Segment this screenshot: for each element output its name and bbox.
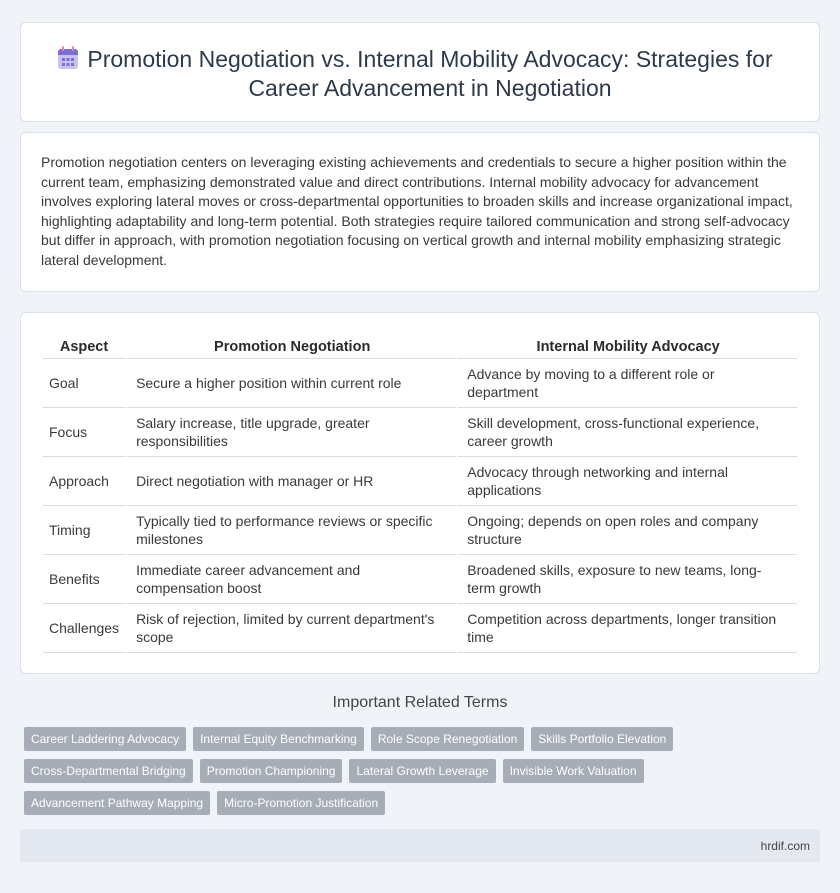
table-row	[43, 506, 797, 555]
cell-promotion: Direct negotiation with manager or HR	[125, 457, 456, 506]
cell-aspect: Approach	[43, 457, 125, 506]
table-header-row	[43, 335, 797, 359]
cell-aspect: Timing	[43, 506, 125, 555]
page-title: Promotion Negotiation vs. Internal Mobility Advocacy: Strategies for Career Advancement in Negotiation	[87, 46, 773, 101]
cell-mobility: Advance by moving to a different role or department	[456, 359, 797, 408]
related-term-tag[interactable]: Cross-Departmental Bridging	[24, 759, 193, 783]
header-promotion: Promotion Negotiation	[125, 335, 456, 359]
cell-aspect: Goal	[43, 359, 125, 408]
cell-promotion: Secure a higher position within current role	[125, 359, 456, 408]
cell-promotion: Risk of rejection, limited by current department's scope	[125, 604, 456, 653]
cell-mobility: Ongoing; depends on open roles and company structure	[456, 506, 797, 555]
comparison-table-card	[20, 312, 820, 674]
cell-mobility: Broadened skills, exposure to new teams, long-term growth	[456, 555, 797, 604]
table-row	[43, 457, 797, 506]
related-term-tag[interactable]: Promotion Championing	[200, 759, 343, 783]
related-term-tag[interactable]: Role Scope Renegotiation	[371, 727, 524, 751]
cell-promotion: Immediate career advancement and compensation boost	[125, 555, 456, 604]
related-term-tag[interactable]: Micro-Promotion Justification	[217, 791, 385, 815]
footer	[20, 829, 820, 862]
cell-mobility: Competition across departments, longer transition time	[456, 604, 797, 653]
cell-promotion: Typically tied to performance reviews or specific milestones	[125, 506, 456, 555]
related-term-tag[interactable]: Lateral Growth Leverage	[349, 759, 495, 783]
related-term-tag[interactable]: Skills Portfolio Elevation	[531, 727, 673, 751]
footer-site-link[interactable]: hrdif.com	[760, 839, 810, 853]
cell-promotion: Salary increase, title upgrade, greater responsibilities	[125, 408, 456, 457]
related-term-tag[interactable]: Career Laddering Advocacy	[24, 727, 186, 751]
title-card	[20, 22, 820, 122]
table-row	[43, 555, 797, 604]
related-term-tag[interactable]: Internal Equity Benchmarking	[193, 727, 364, 751]
table-row	[43, 359, 797, 408]
cell-aspect: Focus	[43, 408, 125, 457]
cell-mobility: Skill development, cross-functional experience, career growth	[456, 408, 797, 457]
table-row	[43, 408, 797, 457]
related-term-tag[interactable]: Invisible Work Valuation	[503, 759, 644, 783]
cell-aspect: Challenges	[43, 604, 125, 653]
cell-aspect: Benefits	[43, 555, 125, 604]
header-aspect: Aspect	[43, 335, 125, 359]
comparison-table	[43, 335, 797, 653]
related-term-tag[interactable]: Advancement Pathway Mapping	[24, 791, 210, 815]
cell-mobility: Advocacy through networking and internal applications	[456, 457, 797, 506]
related-terms-title: Important Related Terms	[332, 694, 508, 711]
related-terms-list	[24, 727, 804, 815]
summary-card	[20, 132, 820, 292]
header-mobility: Internal Mobility Advocacy	[456, 335, 797, 359]
summary-text: Promotion negotiation centers on leveraging existing achievements and credentials to secure a higher position within the current team, emphasizing demonstrated value and direct contributions. Internal mobility advocacy for advancement involves exploring lateral moves or cross-departmental opportunities to broaden skills and increase organizational impact, highlighting adaptability and long-term potential. Both strategies require tailored communication and strong self-advocacy but differ in approach, with promotion negotiation focusing on vertical growth and internal mobility emphasizing strategic lateral development.	[41, 154, 793, 268]
table-row	[43, 604, 797, 653]
